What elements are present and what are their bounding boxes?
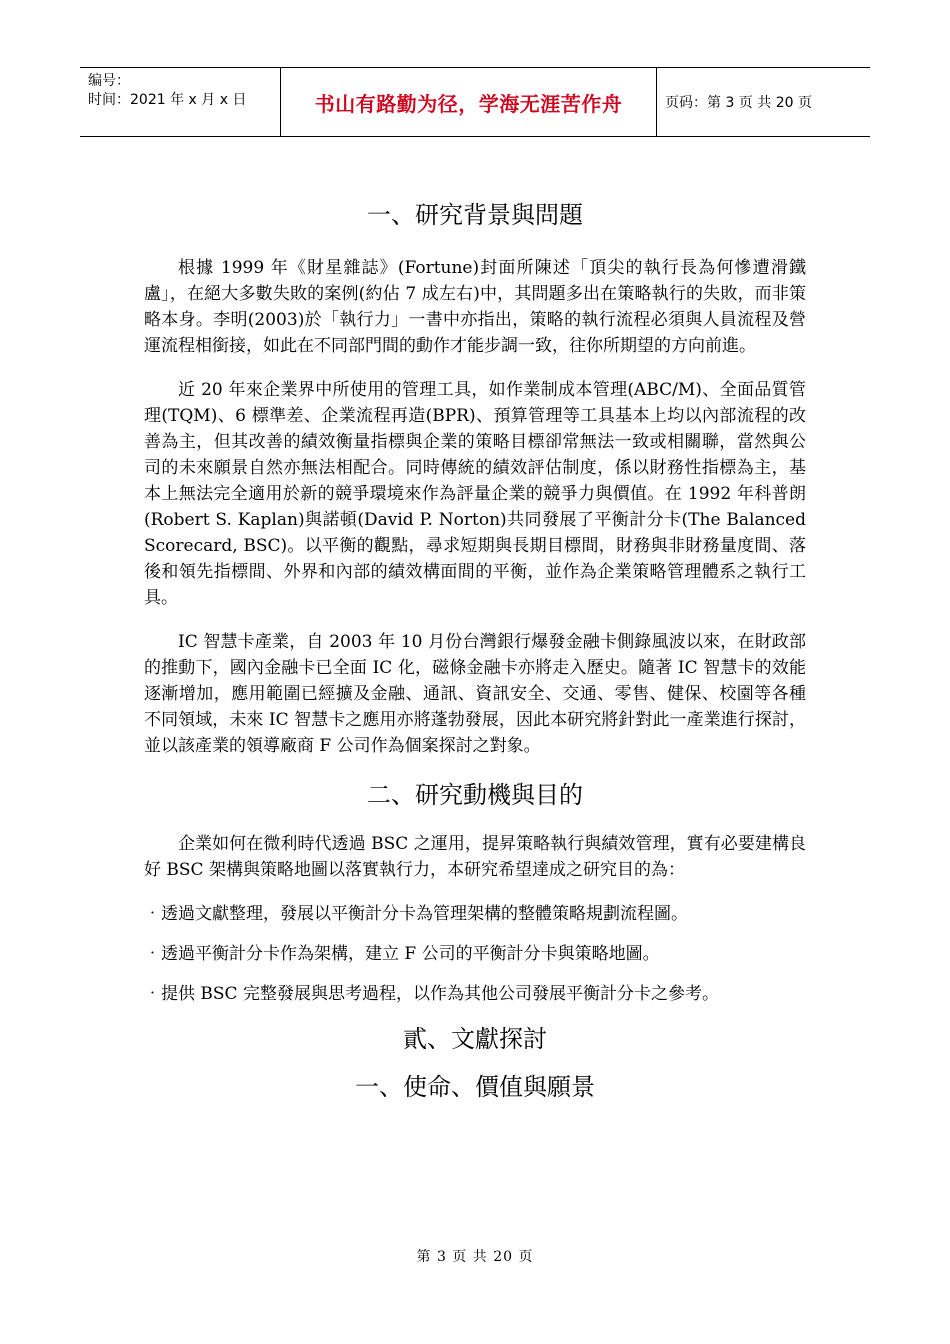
- document-body: [144, 197, 806, 1105]
- objective-bullet: ‧提供 BSC 完整發展與思考過程，以作為其他公司發展平衡計分卡之參考。: [144, 984, 719, 1004]
- page-footer: 第 3 页 共 20 页: [416, 1249, 534, 1265]
- header-meta: [80, 68, 280, 136]
- section-1-paragraph: 根據 1999 年《財星雜誌》(Fortune)封面所陳述「頂尖的執行長為何慘遭滑鐵盧」，在絕大多數失敗的案例(約佔 7 成左右)中，其問題多出在策略執行的失敗，而非策略本身。李明(2003)於「執行力」一書中亦指出，策略的執行流程必須與人員流程及營運流程相銜接，如此在不同部門間的動作才能步調一致，往你所期望的方向前進。: [144, 258, 806, 356]
- header-page-cell: [657, 68, 870, 136]
- page-header: [80, 67, 870, 137]
- header-date-label: 时间：2021 年 x 月 x 日: [88, 92, 247, 108]
- section-3-subtitle: 一、使命、價值與願景: [355, 1073, 595, 1101]
- objective-bullet: ‧透過文獻整理，發展以平衡計分卡為管理架構的整體策略規劃流程圖。: [144, 904, 688, 924]
- header-code-label: 编号：: [88, 73, 130, 89]
- header-motto-cell: [280, 68, 657, 136]
- header-page-info: 页码：第 3 页 共 20 页: [665, 95, 812, 111]
- section-1-title: 一、研究背景與問題: [367, 201, 583, 229]
- section-2-title: 二、研究動機與目的: [367, 781, 583, 809]
- section-1-paragraph: IC 智慧卡產業，自 2003 年 10 月份台灣銀行爆發金融卡側錄風波以來，在財政部的推動下，國內金融卡已全面 IC 化，磁條金融卡亦將走入歷史。隨著 IC 智慧卡的效能逐漸增加，應用範圍已經擴及金融、通訊、資訊安全、交通、零售、健保、校園等各種不同領域，未來 IC 智慧卡之應用亦將蓬勃發展，因此本研究將針對此一產業進行探討，並以該產業的領導廠商 F 公司作為個案探討之對象。: [144, 632, 806, 756]
- section-2-intro: 企業如何在微利時代透過 BSC 之運用，提昇策略執行與績效管理，實有必要建構良好 BSC 架構與策略地圖以落實執行力，本研究希望達成之研究目的為：: [144, 834, 806, 880]
- section-1-paragraph: 近 20 年來企業界中所使用的管理工具，如作業制成本管理(ABC/M)、全面品質管理(TQM)、6 標準差、企業流程再造(BPR)、預算管理等工具基本上均以內部流程的改善為主，但其改善的績效衡量指標與企業的策略目標卻常無法一致或相關聯，當然與公司的未來願景自然亦無法相配合。同時傳統的績效評估制度，係以財務性指標為主，基本上無法完全適用於新的競爭環境來作為評量企業的競爭力與價值。在 1992 年科普朗(Robert S. Kaplan)與諾頓(David P. Norton)共同發展了平衡計分卡(The Balanced Scorecard, BSC)。以平衡的觀點，尋求短期與長期目標間，財務與非財務量度間、落後和領先指標間、外界和內部的績效構面間的平衡，並作為企業策略管理體系之執行工具。: [144, 380, 806, 608]
- objective-bullet: ‧透過平衡計分卡作為架構，建立 F 公司的平衡計分卡與策略地圖。: [144, 944, 660, 964]
- header-motto: 书山有路勤为径，学海无涯苦作舟: [314, 91, 623, 116]
- section-3-title: 貳、文獻探討: [403, 1025, 547, 1053]
